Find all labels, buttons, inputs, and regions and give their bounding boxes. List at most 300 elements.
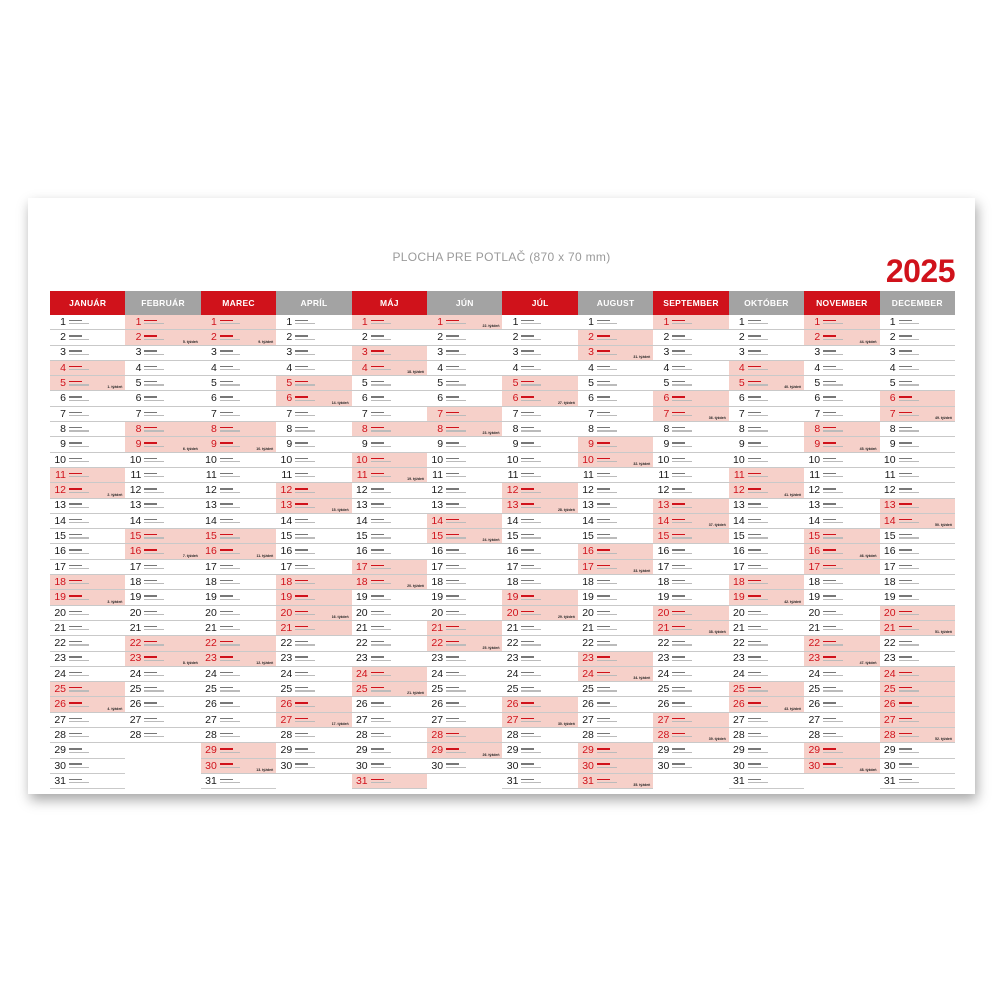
day-name-lines bbox=[144, 320, 200, 325]
day-name-lines bbox=[521, 565, 577, 570]
day-number: 27 bbox=[506, 713, 519, 726]
month-column bbox=[502, 291, 577, 789]
day-number: 3 bbox=[437, 346, 444, 359]
day-row bbox=[201, 468, 276, 483]
day-row-holiday bbox=[427, 315, 502, 330]
day-row bbox=[804, 713, 879, 728]
day-name-lines bbox=[521, 641, 577, 646]
week-number: 41. týždeň bbox=[784, 492, 802, 497]
day-name-lines bbox=[144, 626, 200, 631]
day-name-lines bbox=[144, 488, 200, 493]
day-name-lines bbox=[597, 519, 653, 524]
day-number: 24 bbox=[280, 667, 293, 680]
day-number: 26 bbox=[129, 698, 142, 711]
day-row bbox=[427, 590, 502, 605]
day-row bbox=[201, 499, 276, 514]
day-name-lines bbox=[446, 687, 502, 692]
day-name-lines bbox=[823, 396, 879, 401]
day-number: 3 bbox=[889, 346, 896, 359]
day-row bbox=[502, 330, 577, 345]
day-name-lines bbox=[521, 672, 577, 677]
day-number: 6 bbox=[814, 392, 821, 405]
day-row bbox=[804, 453, 879, 468]
day-number: 11 bbox=[884, 468, 896, 481]
day-row-holiday bbox=[502, 606, 577, 621]
day-name-lines bbox=[220, 503, 276, 508]
day-row bbox=[729, 606, 804, 621]
day-name-lines bbox=[371, 519, 427, 524]
day-name-lines bbox=[69, 442, 125, 447]
day-name-lines bbox=[823, 381, 879, 386]
day-number: 11 bbox=[583, 468, 594, 481]
day-number: 9 bbox=[512, 438, 519, 451]
day-name-lines bbox=[597, 381, 653, 386]
day-row bbox=[729, 330, 804, 345]
day-number: 13 bbox=[883, 499, 896, 512]
day-name-lines bbox=[295, 381, 351, 386]
day-row-holiday bbox=[276, 483, 351, 498]
day-row bbox=[653, 682, 728, 697]
day-name-lines bbox=[521, 748, 577, 753]
day-row bbox=[201, 376, 276, 391]
day-row bbox=[201, 728, 276, 743]
day-name-lines bbox=[597, 641, 653, 646]
day-row bbox=[276, 759, 351, 774]
day-name-lines bbox=[220, 611, 276, 616]
day-name-lines bbox=[220, 748, 276, 753]
day-number: 7 bbox=[286, 407, 293, 420]
day-row bbox=[804, 483, 879, 498]
day-name-lines bbox=[295, 595, 351, 600]
day-number: 10 bbox=[506, 453, 519, 466]
day-name-lines bbox=[295, 335, 351, 340]
day-row bbox=[502, 361, 577, 376]
day-row-holiday bbox=[352, 575, 427, 590]
day-name-lines bbox=[899, 503, 955, 508]
day-number: 6 bbox=[588, 392, 594, 405]
week-number: 7. týždeň bbox=[182, 553, 198, 558]
day-number: 6 bbox=[135, 392, 142, 405]
day-name-lines bbox=[371, 549, 427, 554]
day-number: 17 bbox=[129, 560, 142, 573]
day-name-lines bbox=[446, 580, 502, 585]
day-name-lines bbox=[220, 396, 276, 401]
day-name-lines bbox=[823, 641, 879, 646]
day-number: 27 bbox=[883, 713, 896, 726]
month-header: MÁJ bbox=[352, 291, 427, 315]
day-row bbox=[729, 544, 804, 559]
day-name-lines bbox=[220, 718, 276, 723]
day-number: 30 bbox=[808, 759, 821, 772]
day-name-lines bbox=[446, 626, 502, 631]
day-number: 31 bbox=[733, 774, 745, 787]
day-name-lines bbox=[295, 320, 351, 325]
day-number: 2 bbox=[588, 331, 594, 344]
week-number: 39. týždeň bbox=[708, 737, 726, 742]
day-number: 25 bbox=[205, 683, 217, 696]
day-row-holiday bbox=[804, 636, 879, 651]
day-number: 24 bbox=[582, 667, 594, 680]
day-number: 5 bbox=[814, 377, 821, 390]
day-number: 2 bbox=[738, 331, 745, 344]
day-number: 7 bbox=[437, 407, 444, 420]
day-name-lines bbox=[521, 320, 577, 325]
day-name-lines bbox=[69, 366, 125, 371]
day-row bbox=[276, 422, 351, 437]
day-row-holiday bbox=[352, 453, 427, 468]
day-row bbox=[804, 376, 879, 391]
day-row bbox=[352, 514, 427, 529]
day-number: 4 bbox=[60, 361, 66, 374]
day-name-lines bbox=[672, 748, 728, 753]
day-number: 23 bbox=[205, 652, 217, 665]
day-row bbox=[804, 514, 879, 529]
day-name-lines bbox=[371, 381, 427, 386]
day-name-lines bbox=[295, 427, 351, 432]
day-row bbox=[729, 346, 804, 361]
day-name-lines bbox=[748, 549, 804, 554]
day-row bbox=[653, 330, 728, 345]
day-name-lines bbox=[672, 763, 728, 768]
day-name-lines bbox=[220, 534, 276, 539]
day-number: 19 bbox=[582, 591, 594, 604]
day-row bbox=[729, 560, 804, 575]
day-row bbox=[125, 391, 200, 406]
day-row bbox=[880, 346, 955, 361]
day-number: 22 bbox=[808, 637, 821, 650]
day-number: 14 bbox=[355, 514, 368, 527]
day-name-lines bbox=[371, 458, 427, 463]
day-name-lines bbox=[597, 763, 653, 768]
empty-day bbox=[276, 774, 351, 789]
day-name-lines bbox=[69, 335, 125, 340]
day-name-lines bbox=[899, 779, 955, 784]
day-name-lines bbox=[823, 672, 879, 677]
day-name-lines bbox=[295, 641, 351, 646]
day-row bbox=[729, 728, 804, 743]
day-number: 29 bbox=[355, 744, 368, 757]
day-name-lines bbox=[295, 763, 351, 768]
day-number: 26 bbox=[431, 698, 444, 711]
day-row-holiday bbox=[276, 606, 351, 621]
day-number: 8 bbox=[738, 422, 745, 435]
day-row-holiday bbox=[729, 483, 804, 498]
day-number: 26 bbox=[280, 698, 293, 711]
day-number: 23 bbox=[808, 652, 821, 665]
day-row bbox=[578, 728, 653, 743]
day-name-lines bbox=[823, 626, 879, 631]
day-name-lines bbox=[69, 320, 125, 325]
day-name-lines bbox=[69, 519, 125, 524]
week-number: 4. týždeň bbox=[107, 706, 123, 711]
day-number: 9 bbox=[286, 438, 293, 451]
day-row bbox=[276, 682, 351, 697]
day-number: 28 bbox=[582, 728, 594, 741]
day-row bbox=[502, 514, 577, 529]
day-row bbox=[125, 606, 200, 621]
day-row bbox=[653, 483, 728, 498]
day-row bbox=[352, 330, 427, 345]
day-number: 5 bbox=[889, 377, 896, 390]
day-name-lines bbox=[371, 656, 427, 661]
day-name-lines bbox=[597, 656, 653, 661]
day-row bbox=[50, 346, 125, 361]
day-number: 5 bbox=[512, 377, 519, 390]
day-name-lines bbox=[371, 641, 427, 646]
day-name-lines bbox=[446, 519, 502, 524]
day-row-holiday bbox=[276, 391, 351, 406]
day-name-lines bbox=[295, 580, 351, 585]
day-number: 12 bbox=[733, 484, 745, 497]
day-row bbox=[276, 560, 351, 575]
day-number: 21 bbox=[808, 621, 821, 634]
day-name-lines bbox=[371, 412, 427, 417]
day-name-lines bbox=[672, 565, 728, 570]
week-number: 33. týždeň bbox=[633, 569, 651, 574]
day-number: 6 bbox=[512, 392, 519, 405]
day-row-holiday bbox=[729, 697, 804, 712]
day-name-lines bbox=[823, 320, 879, 325]
day-number: 18 bbox=[506, 575, 519, 588]
day-number: 5 bbox=[588, 377, 594, 390]
day-name-lines bbox=[597, 702, 653, 707]
day-name-lines bbox=[823, 458, 879, 463]
month-column bbox=[427, 291, 502, 789]
day-number: 10 bbox=[733, 453, 745, 466]
day-row bbox=[50, 330, 125, 345]
day-row bbox=[427, 759, 502, 774]
day-number: 7 bbox=[738, 407, 745, 420]
week-number: 20. týždeň bbox=[407, 584, 425, 589]
day-row bbox=[352, 529, 427, 544]
day-row-holiday bbox=[804, 560, 879, 575]
day-name-lines bbox=[748, 779, 804, 784]
day-number: 7 bbox=[814, 407, 821, 420]
day-row bbox=[50, 422, 125, 437]
day-name-lines bbox=[144, 503, 200, 508]
day-row bbox=[50, 743, 125, 758]
month-header: JÚL bbox=[502, 291, 577, 315]
day-name-lines bbox=[672, 549, 728, 554]
day-name-lines bbox=[521, 595, 577, 600]
day-name-lines bbox=[899, 748, 955, 753]
day-number: 14 bbox=[808, 514, 821, 527]
day-name-lines bbox=[144, 641, 200, 646]
day-row bbox=[653, 376, 728, 391]
day-row-holiday bbox=[653, 407, 728, 422]
month-column bbox=[50, 291, 125, 789]
day-name-lines bbox=[69, 611, 125, 616]
day-number: 4 bbox=[889, 361, 896, 374]
day-row-holiday bbox=[427, 529, 502, 544]
day-row-holiday bbox=[352, 560, 427, 575]
day-number: 29 bbox=[506, 744, 519, 757]
day-name-lines bbox=[69, 565, 125, 570]
day-number: 22 bbox=[582, 637, 594, 650]
week-number: 35. týždeň bbox=[633, 783, 651, 788]
day-number: 23 bbox=[506, 652, 519, 665]
week-number: 36. týždeň bbox=[708, 416, 726, 421]
day-name-lines bbox=[69, 626, 125, 631]
day-name-lines bbox=[371, 442, 427, 447]
day-name-lines bbox=[220, 626, 276, 631]
day-name-lines bbox=[446, 611, 502, 616]
day-number: 19 bbox=[205, 591, 217, 604]
day-number: 16 bbox=[280, 545, 293, 558]
day-row bbox=[352, 636, 427, 651]
day-number: 17 bbox=[280, 560, 293, 573]
day-number: 13 bbox=[54, 499, 66, 512]
day-name-lines bbox=[672, 488, 728, 493]
day-number: 12 bbox=[205, 484, 217, 497]
day-row bbox=[276, 514, 351, 529]
day-number: 31 bbox=[205, 774, 217, 787]
day-number: 5 bbox=[437, 377, 444, 390]
day-row bbox=[276, 346, 351, 361]
empty-day bbox=[125, 759, 200, 774]
day-name-lines bbox=[295, 672, 351, 677]
day-name-lines bbox=[899, 366, 955, 371]
day-row bbox=[276, 652, 351, 667]
month-column bbox=[578, 291, 653, 789]
day-number: 21 bbox=[54, 621, 66, 634]
day-number: 8 bbox=[437, 422, 444, 435]
day-name-lines bbox=[220, 779, 276, 784]
day-number: 14 bbox=[205, 514, 217, 527]
week-number: 2. týždeň bbox=[107, 492, 123, 497]
day-number: 12 bbox=[582, 484, 594, 497]
day-name-lines bbox=[899, 702, 955, 707]
day-number: 12 bbox=[808, 484, 821, 497]
day-number: 30 bbox=[205, 759, 217, 772]
day-row bbox=[276, 728, 351, 743]
day-row bbox=[502, 346, 577, 361]
day-number: 11 bbox=[809, 468, 821, 481]
day-name-lines bbox=[144, 350, 200, 355]
day-number: 23 bbox=[883, 652, 896, 665]
day-row bbox=[729, 621, 804, 636]
day-row-holiday bbox=[125, 330, 200, 345]
day-name-lines bbox=[597, 473, 653, 478]
day-name-lines bbox=[823, 412, 879, 417]
day-number: 1 bbox=[738, 315, 745, 328]
day-name-lines bbox=[220, 350, 276, 355]
day-number: 7 bbox=[210, 407, 217, 420]
month-header: SEPTEMBER bbox=[653, 291, 728, 315]
day-name-lines bbox=[899, 580, 955, 585]
month-header: DECEMBER bbox=[880, 291, 955, 315]
day-name-lines bbox=[446, 656, 502, 661]
day-number: 21 bbox=[129, 621, 142, 634]
day-number: 30 bbox=[355, 759, 368, 772]
day-name-lines bbox=[823, 611, 879, 616]
day-name-lines bbox=[521, 626, 577, 631]
day-number: 7 bbox=[60, 407, 66, 420]
day-name-lines bbox=[446, 473, 502, 478]
week-number: 27. týždeň bbox=[557, 400, 575, 405]
week-number: 3. týždeň bbox=[107, 599, 123, 604]
day-number: 6 bbox=[60, 392, 66, 405]
day-number: 22 bbox=[54, 637, 66, 650]
day-name-lines bbox=[748, 519, 804, 524]
day-number: 19 bbox=[883, 591, 896, 604]
day-row bbox=[50, 713, 125, 728]
day-name-lines bbox=[672, 320, 728, 325]
day-number: 27 bbox=[205, 713, 217, 726]
day-name-lines bbox=[220, 687, 276, 692]
week-number: 10. týždeň bbox=[256, 446, 274, 451]
day-number: 13 bbox=[657, 499, 670, 512]
day-row-holiday bbox=[804, 743, 879, 758]
day-name-lines bbox=[144, 687, 200, 692]
day-row bbox=[427, 682, 502, 697]
day-number: 30 bbox=[883, 759, 896, 772]
day-name-lines bbox=[144, 534, 200, 539]
day-name-lines bbox=[371, 779, 427, 784]
day-number: 4 bbox=[437, 361, 444, 374]
day-name-lines bbox=[597, 320, 653, 325]
day-name-lines bbox=[672, 335, 728, 340]
day-name-lines bbox=[220, 427, 276, 432]
day-row-holiday bbox=[125, 544, 200, 559]
day-number: 17 bbox=[506, 560, 519, 573]
day-name-lines bbox=[446, 458, 502, 463]
day-name-lines bbox=[446, 350, 502, 355]
day-number: 13 bbox=[280, 499, 293, 512]
day-name-lines bbox=[69, 748, 125, 753]
day-number: 24 bbox=[657, 667, 670, 680]
day-row-holiday bbox=[653, 315, 728, 330]
day-row bbox=[125, 713, 200, 728]
day-row bbox=[125, 667, 200, 682]
day-row-holiday bbox=[804, 315, 879, 330]
week-number: 25. týždeň bbox=[482, 645, 500, 650]
day-row bbox=[352, 652, 427, 667]
day-row bbox=[880, 544, 955, 559]
day-row-holiday bbox=[880, 606, 955, 621]
day-number: 8 bbox=[588, 422, 594, 435]
day-name-lines bbox=[371, 702, 427, 707]
day-row bbox=[729, 529, 804, 544]
day-row bbox=[729, 437, 804, 452]
day-name-lines bbox=[597, 580, 653, 585]
day-row bbox=[804, 499, 879, 514]
day-row bbox=[125, 468, 200, 483]
day-number: 18 bbox=[431, 575, 444, 588]
day-name-lines bbox=[521, 381, 577, 386]
day-row bbox=[50, 652, 125, 667]
day-number: 12 bbox=[883, 484, 896, 497]
day-row-holiday bbox=[578, 437, 653, 452]
day-row bbox=[578, 590, 653, 605]
day-name-lines bbox=[521, 687, 577, 692]
day-number: 9 bbox=[814, 438, 821, 451]
day-row bbox=[201, 606, 276, 621]
day-row bbox=[653, 361, 728, 376]
day-number: 2 bbox=[361, 331, 368, 344]
day-name-lines bbox=[446, 565, 502, 570]
day-name-lines bbox=[899, 687, 955, 692]
day-number: 13 bbox=[431, 499, 444, 512]
day-row bbox=[502, 667, 577, 682]
day-row bbox=[125, 575, 200, 590]
day-row-holiday bbox=[427, 728, 502, 743]
day-number: 23 bbox=[129, 652, 142, 665]
day-name-lines bbox=[371, 427, 427, 432]
day-number: 16 bbox=[657, 545, 670, 558]
day-row-holiday bbox=[804, 544, 879, 559]
day-row-holiday bbox=[125, 437, 200, 452]
